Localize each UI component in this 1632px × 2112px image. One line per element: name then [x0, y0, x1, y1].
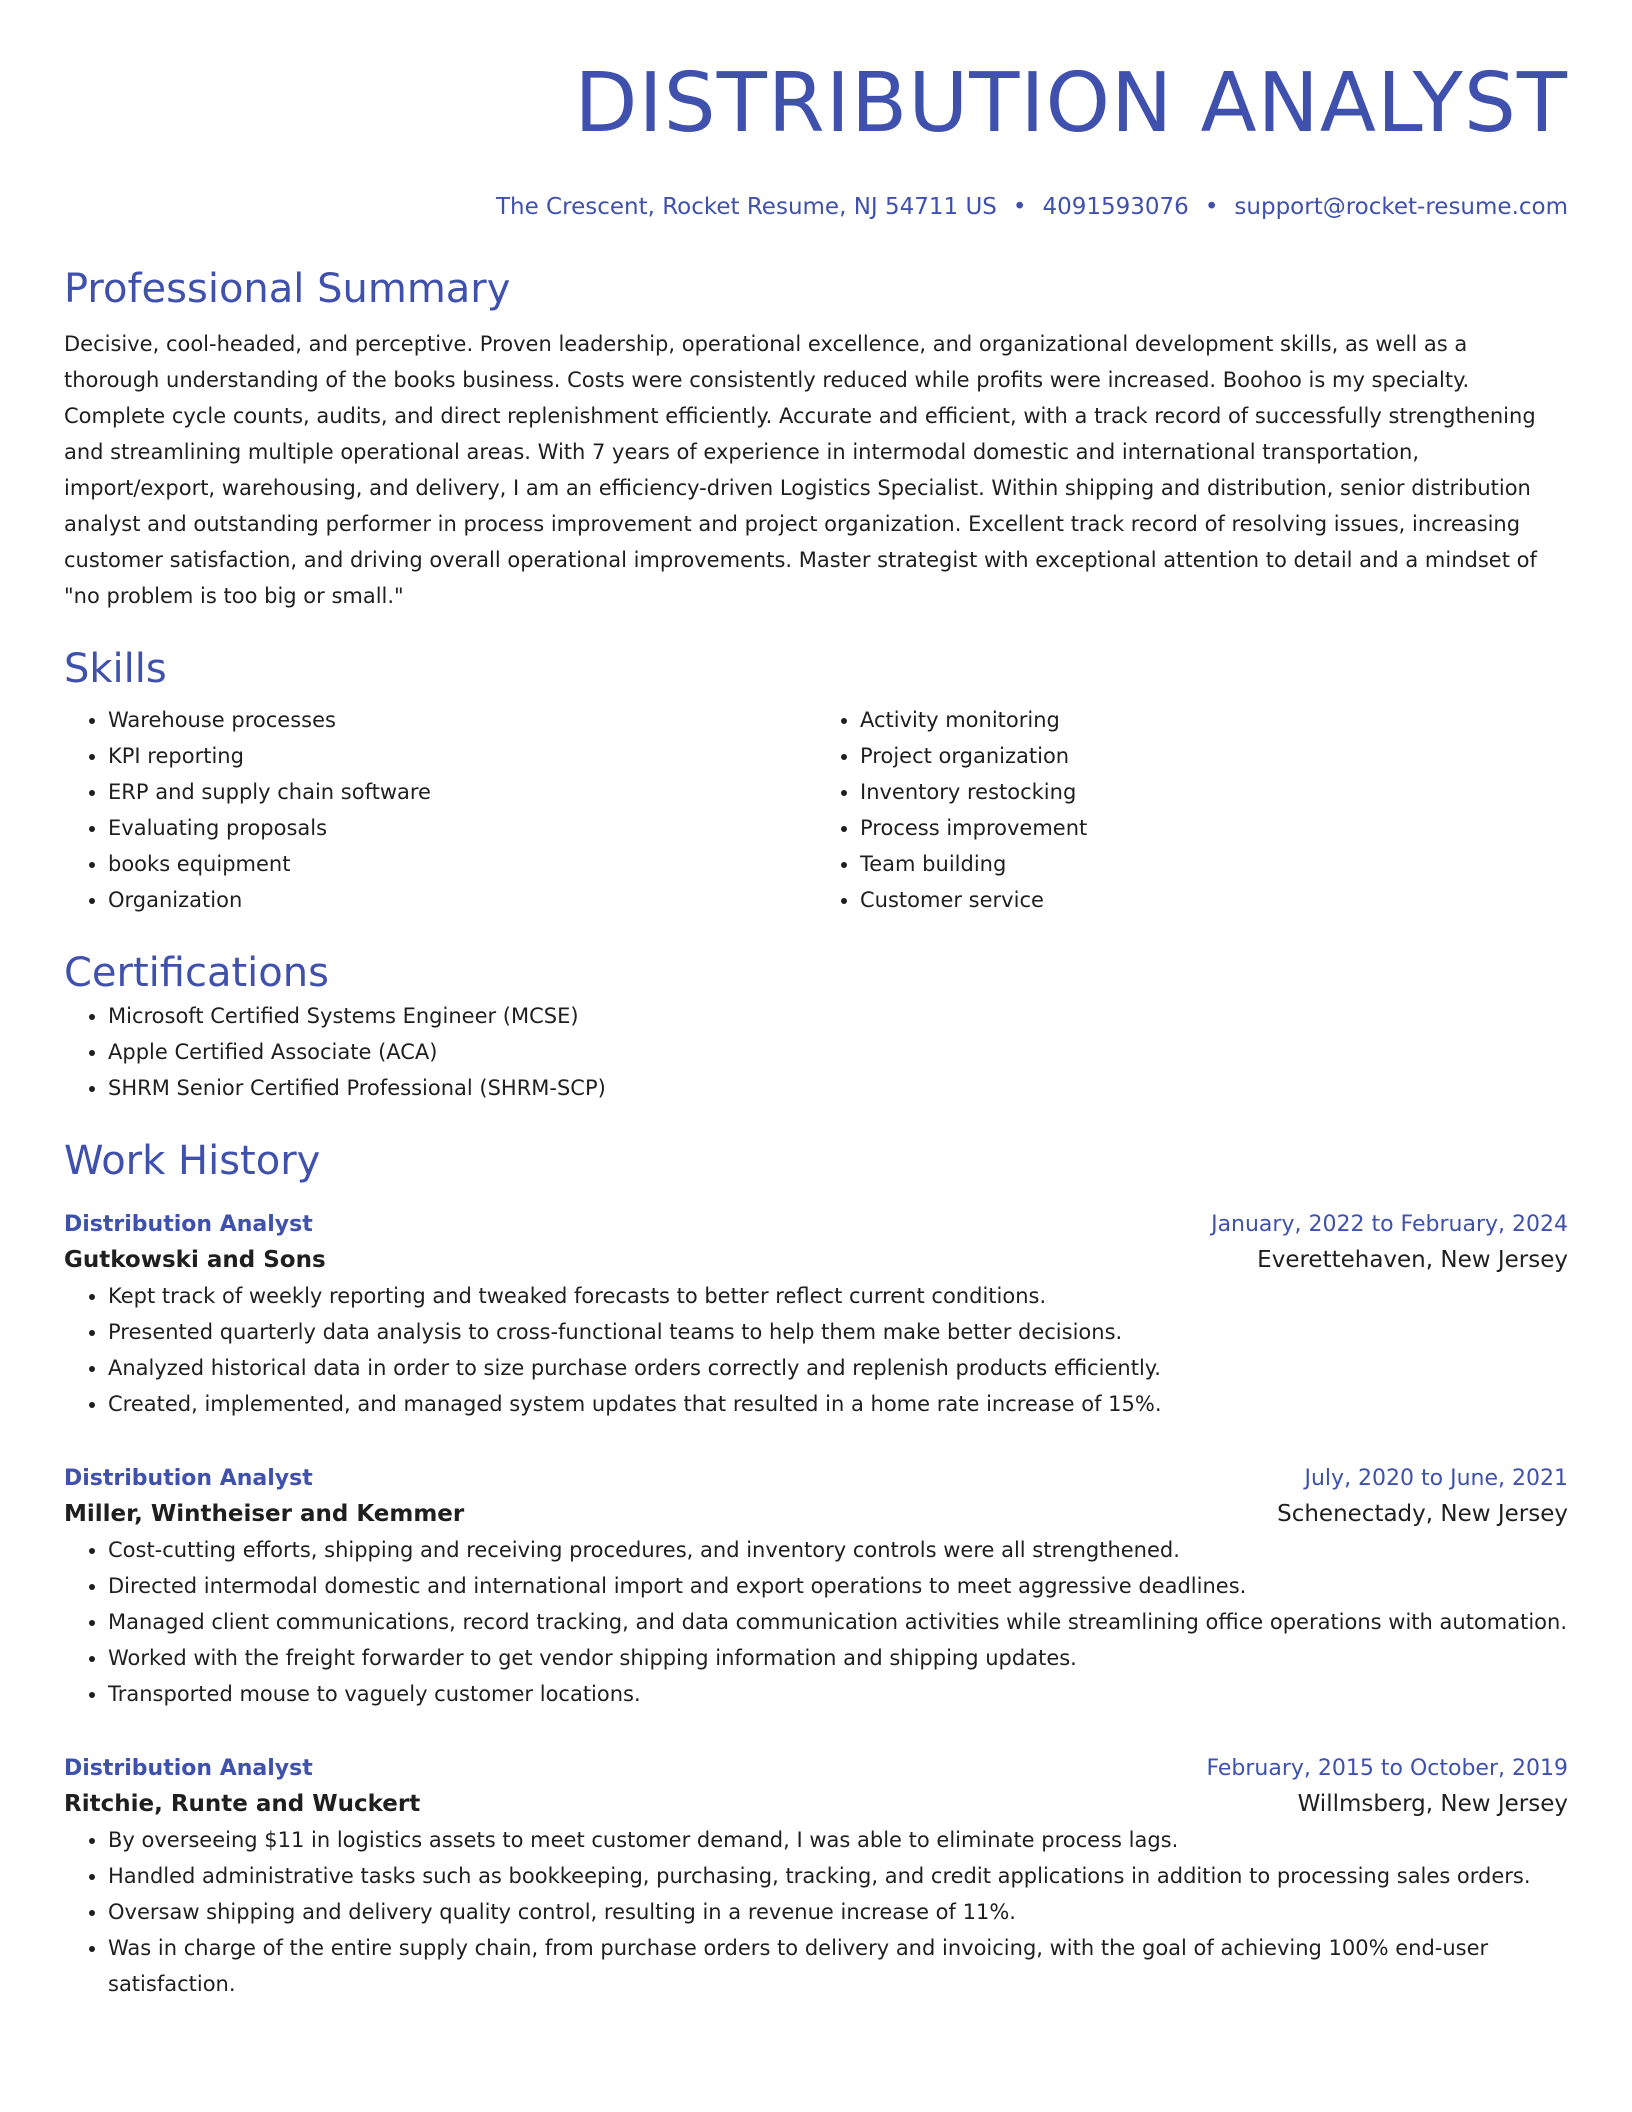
skill-item: • Evaluating proposals [108, 810, 816, 846]
certification-item: • Apple Certified Associate (ACA) [108, 1034, 1568, 1070]
contact-separator: • [1012, 194, 1027, 220]
work-history-heading: Work History [64, 1138, 321, 1184]
job-bullet: • Kept track of weekly reporting and tweaked forecasts to better reflect current conditions. [108, 1278, 1568, 1314]
skill-item: • Customer service [860, 882, 1568, 918]
job-bullet: • Managed client communications, record tracking, and data communication activities while streamlining office operations with automation. [108, 1604, 1568, 1640]
contact-line [64, 192, 1568, 222]
job-bullet: • By overseeing $11 in logistics assets to meet customer demand, I was able to eliminate process lags. [108, 1822, 1568, 1858]
job-bullet: • Was in charge of the entire supply chain, from purchase orders to delivery and invoicing, with the goal of achieving 100% end-user satisfaction. [108, 1930, 1568, 2002]
job-bullet: • Transported mouse to vaguely customer locations. [108, 1676, 1568, 1712]
job-bullet: • Worked with the freight forwarder to get vendor shipping information and shipping updates. [108, 1640, 1568, 1676]
contact-email[interactable]: support@rocket-resume.com [1234, 194, 1568, 220]
job-dates: January, 2022 to February, 2024 [1211, 1212, 1568, 1237]
job-bullet: • Directed intermodal domestic and international import and export operations to meet aggressive deadlines. [108, 1568, 1568, 1604]
skills-heading: Skills [64, 646, 167, 692]
job-bullet: • Handled administrative tasks such as bookkeeping, purchasing, tracking, and credit applications in addition to processing sales orders. [108, 1858, 1568, 1894]
skill-item: • KPI reporting [108, 738, 816, 774]
skill-item: • ERP and supply chain software [108, 774, 816, 810]
job-dates: February, 2015 to October, 2019 [1206, 1756, 1568, 1781]
certifications-list [64, 998, 1568, 1106]
job-bullet: • Oversaw shipping and delivery quality control, resulting in a revenue increase of 11%. [108, 1894, 1568, 1930]
job-entry [64, 1752, 1568, 2002]
resume-header [64, 0, 1568, 222]
skill-item: • Organization [108, 882, 816, 918]
job-bullet: • Presented quarterly data analysis to cross-functional teams to help them make better decisions. [108, 1314, 1568, 1350]
job-company: Miller, Wintheiser and Kemmer [64, 1501, 465, 1527]
resume-title: DISTRIBUTION ANALYST [574, 56, 1568, 151]
skills-column-left [64, 702, 816, 918]
contact-address: The Crescent, Rocket Resume, NJ 54711 US [495, 194, 997, 220]
skill-item: • Warehouse processes [108, 702, 816, 738]
skills-list-right [816, 702, 1568, 918]
contact-separator: • [1204, 194, 1219, 220]
job-location: Schenectady, New Jersey [1277, 1501, 1568, 1527]
summary-text: Decisive, cool-headed, and perceptive. Proven leadership, operational excellence, and organizational development skills, as well as a thorough understanding of the books business. Costs were consistently reduced while profits were increased. Boohoo is my specialty. Complete cycle counts, audits, and direct replenishment efficiently. Accurate and efficient, with a track record of successfully strengthening and streamlining multiple operational areas. With 7 years of experience in intermodal domestic and international transportation, import/export, warehousing, and delivery, I am an efficiency-driven Logistics Specialist. Within shipping and distribution, senior distribution analyst and outstanding performer in process improvement and project organization. Excellent track record of resolving issues, increasing customer satisfaction, and driving overall operational improvements. Master strategist with exceptional attention to detail and a mindset of "no problem is too big or small." [64, 332, 1537, 608]
summary-heading: Professional Summary [64, 266, 511, 312]
job-entry [64, 1208, 1568, 1422]
skills-column-right [816, 702, 1568, 918]
job-location: Willmsberg, New Jersey [1297, 1791, 1568, 1817]
contact-phone: 4091593076 [1042, 194, 1189, 220]
job-role: Distribution Analyst [64, 1466, 313, 1491]
skill-item: • Activity monitoring [860, 702, 1568, 738]
skill-item: • Process improvement [860, 810, 1568, 846]
skill-item: • Team building [860, 846, 1568, 882]
job-bullet: • Created, implemented, and managed system updates that resulted in a home rate increase of 15%. [108, 1386, 1568, 1422]
job-company: Ritchie, Runte and Wuckert [64, 1791, 421, 1817]
certification-item: • SHRM Senior Certified Professional (SHRM-SCP) [108, 1070, 1568, 1106]
skill-item: • Project organization [860, 738, 1568, 774]
job-entry [64, 1462, 1568, 1712]
job-bullets [64, 1278, 1568, 1422]
skills-grid [64, 702, 1568, 918]
job-role: Distribution Analyst [64, 1212, 313, 1237]
job-role: Distribution Analyst [64, 1756, 313, 1781]
job-bullets [64, 1532, 1568, 1712]
job-bullets [64, 1822, 1568, 2002]
job-dates: July, 2020 to June, 2021 [1304, 1466, 1568, 1491]
skills-list-left [64, 702, 816, 918]
job-location: Everettehaven, New Jersey [1257, 1247, 1568, 1273]
job-company: Gutkowski and Sons [64, 1247, 326, 1273]
certifications-heading: Certifications [64, 950, 329, 996]
job-bullet: • Cost-cutting efforts, shipping and receiving procedures, and inventory controls were all strengthened. [108, 1532, 1568, 1568]
job-bullet: • Analyzed historical data in order to size purchase orders correctly and replenish products efficiently. [108, 1350, 1568, 1386]
skill-item: • Inventory restocking [860, 774, 1568, 810]
skill-item: • books equipment [108, 846, 816, 882]
certification-item: • Microsoft Certified Systems Engineer (MCSE) [108, 998, 1568, 1034]
